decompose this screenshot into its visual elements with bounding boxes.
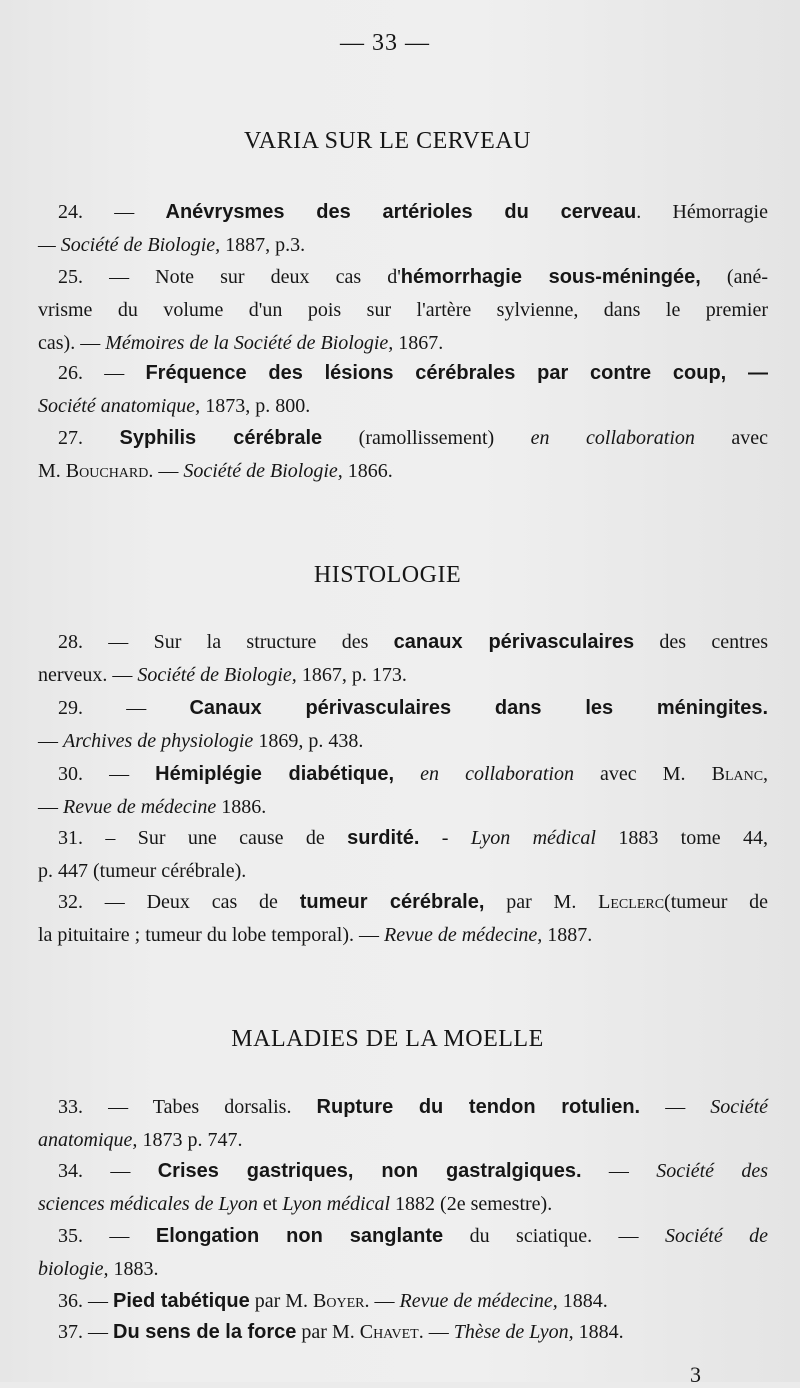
entry-26-source: Société anatomique, — [38, 395, 201, 417]
entry-29-title: Canaux périvasculaires dans les méningites. — [189, 697, 769, 719]
entry-24-title: Anévrysmes des artérioles du cerveau — [165, 201, 637, 223]
entry-25-title: hémorrhagie sous-méningée, — [400, 266, 701, 288]
entry-37-line-1: 37. — Du sens de la force par M. Chavet. — Thèse de Lyon, 1884. — [58, 1321, 624, 1343]
entry-37-source: Thèse de Lyon, — [453, 1321, 574, 1343]
entry-24-line-1: 24. — Anévrysmes des artérioles du cerveau. Hémorragie — [58, 201, 768, 223]
entry-25-line-1: 25. — Note sur deux cas d'hémorrhagie sous-méningée, (ané- — [58, 266, 768, 288]
entry-34-source: Société des — [656, 1160, 769, 1182]
entry-35-title: Elongation non sanglante — [155, 1225, 444, 1247]
entry-26-title: Fréquence des lésions cérébrales par contre coup, — — [145, 362, 769, 384]
entry-33 — [38, 1091, 768, 1157]
entry-28-title: canaux périvasculaires — [393, 631, 635, 653]
entry-27 — [38, 422, 768, 488]
entry-29-source: Archives de physiologie — [63, 730, 254, 752]
entry-32-author: Leclerc — [598, 891, 665, 913]
entry-35-source: Société de — [664, 1225, 769, 1247]
entry-33-line-1: 33. — Tabes dorsalis. Rupture du tendon rotulien. — Société — [58, 1096, 769, 1118]
entry-24 — [38, 196, 768, 262]
entry-37-author: Chavet — [359, 1321, 419, 1343]
entry-30-line-1: 30. — Hémiplégie diabétique, en collaboration avec M. Blanc, — [58, 763, 769, 785]
entry-30-source: Revue de médecine — [63, 796, 217, 818]
entry-29-line-2: — Archives de physiologie 1869, p. 438. — [38, 730, 364, 752]
entry-32-source: Revue de médecine, — [384, 924, 543, 946]
entry-33-title: Rupture du tendon rotulien. — [316, 1096, 641, 1118]
entry-28 — [38, 626, 768, 692]
entry-27-line-2: M. Bouchard. — Société de Biologie, 1866. — [38, 460, 393, 482]
entry-31 — [38, 822, 768, 888]
entry-27-source: Société de Biologie, — [183, 460, 343, 482]
entry-37-title: Du sens de la force — [113, 1321, 297, 1343]
entry-26-line-2: Société anatomique, 1873, p. 800. — [38, 395, 311, 417]
entry-29 — [38, 692, 768, 758]
section-title-varia: VARIA SUR LE CERVEAU — [244, 128, 531, 154]
section-title-histologie: HISTOLOGIE — [313, 562, 462, 588]
entry-34-line-1: 34. — Crises gastriques, non gastralgiques. — Société des — [58, 1160, 769, 1182]
entry-36-source: Revue de médecine, — [399, 1290, 558, 1312]
entry-31-line-2: p. 447 (tumeur cérébrale). — [38, 860, 247, 882]
entry-32-title: tumeur cérébrale, — [299, 891, 485, 913]
entry-27-line-1: 27. Syphilis cérébrale (ramollissement) en collaboration avec — [58, 427, 769, 449]
section-title-moelle: MALADIES DE LA MOELLE — [231, 1026, 544, 1052]
entry-35-line-1: 35. — Elongation non sanglante du sciatique. — Société de — [58, 1225, 769, 1247]
entry-34-line-2: sciences médicales de Lyon et Lyon médical 1882 (2e semestre). — [38, 1193, 553, 1215]
entry-33-source: Société — [710, 1096, 769, 1118]
entry-27-title: Syphilis cérébrale — [119, 427, 323, 449]
entry-32 — [38, 886, 768, 952]
entry-27-author: Bouchard — [65, 460, 149, 482]
entry-36-line-1: 36. — Pied tabétique par M. Boyer. — Revue de médecine, 1884. — [58, 1290, 608, 1312]
entry-25 — [38, 261, 768, 360]
entry-31-source: Lyon médical — [470, 827, 596, 849]
entry-35 — [38, 1220, 768, 1286]
entry-24-line-2: — Société de Biologie, 1887, p.3. — [38, 234, 306, 256]
entry-35-line-2: biologie, 1883. — [38, 1258, 159, 1280]
entry-32-line-1: 32. — Deux cas de tumeur cérébrale, par M. Leclerc(tumeur de — [58, 891, 769, 913]
page-number: — 33 — — [340, 30, 430, 56]
entry-25-source: Mémoires de la Société de Biologie, — [105, 332, 394, 354]
entry-26 — [38, 357, 768, 423]
entry-32-line-2: la pituitaire ; tumeur du lobe temporal). — Revue de médecine, 1887. — [38, 924, 593, 946]
entry-30 — [38, 758, 768, 824]
entry-26-line-1: 26. — Fréquence des lésions cérébrales par contre coup, — — [58, 362, 769, 384]
entry-36-title: Pied tabétique — [113, 1290, 250, 1312]
entry-34-title: Crises gastriques, non gastralgiques. — [157, 1160, 582, 1182]
entry-25-line-3: cas). — Mémoires de la Société de Biologie, 1867. — [38, 332, 444, 354]
entry-33-line-2: anatomique, 1873 p. 747. — [38, 1129, 243, 1151]
entry-28-line-1: 28. — Sur la structure des canaux périvasculaires des centres — [58, 631, 769, 653]
entry-29-line-1: 29. — Canaux périvasculaires dans les méningites. — [58, 697, 769, 719]
entry-28-line-2: nerveux. — Société de Biologie, 1867, p. 173. — [38, 664, 407, 686]
entry-36 — [38, 1285, 768, 1318]
footer-signature-mark: 3 — [690, 1362, 701, 1387]
entry-28-source: Société de Biologie, — [137, 664, 297, 686]
entry-34 — [38, 1155, 768, 1221]
entry-37 — [38, 1316, 768, 1349]
entry-25-line-2: vrisme du volume d'un pois sur l'artère sylvienne, dans le premier — [38, 299, 768, 321]
entry-24-source: — Société de Biologie, — [38, 234, 221, 256]
entry-36-author: Boyer — [313, 1290, 365, 1312]
entry-31-title: surdité. — [347, 827, 420, 849]
entry-30-author: Blanc, — [711, 763, 769, 785]
entry-31-line-1: 31. – Sur une cause de surdité. - Lyon médical 1883 tome 44, — [58, 827, 769, 849]
entry-30-title: Hémiplégie diabétique, — [155, 763, 395, 785]
entry-30-line-2: — Revue de médecine 1886. — [38, 796, 267, 818]
